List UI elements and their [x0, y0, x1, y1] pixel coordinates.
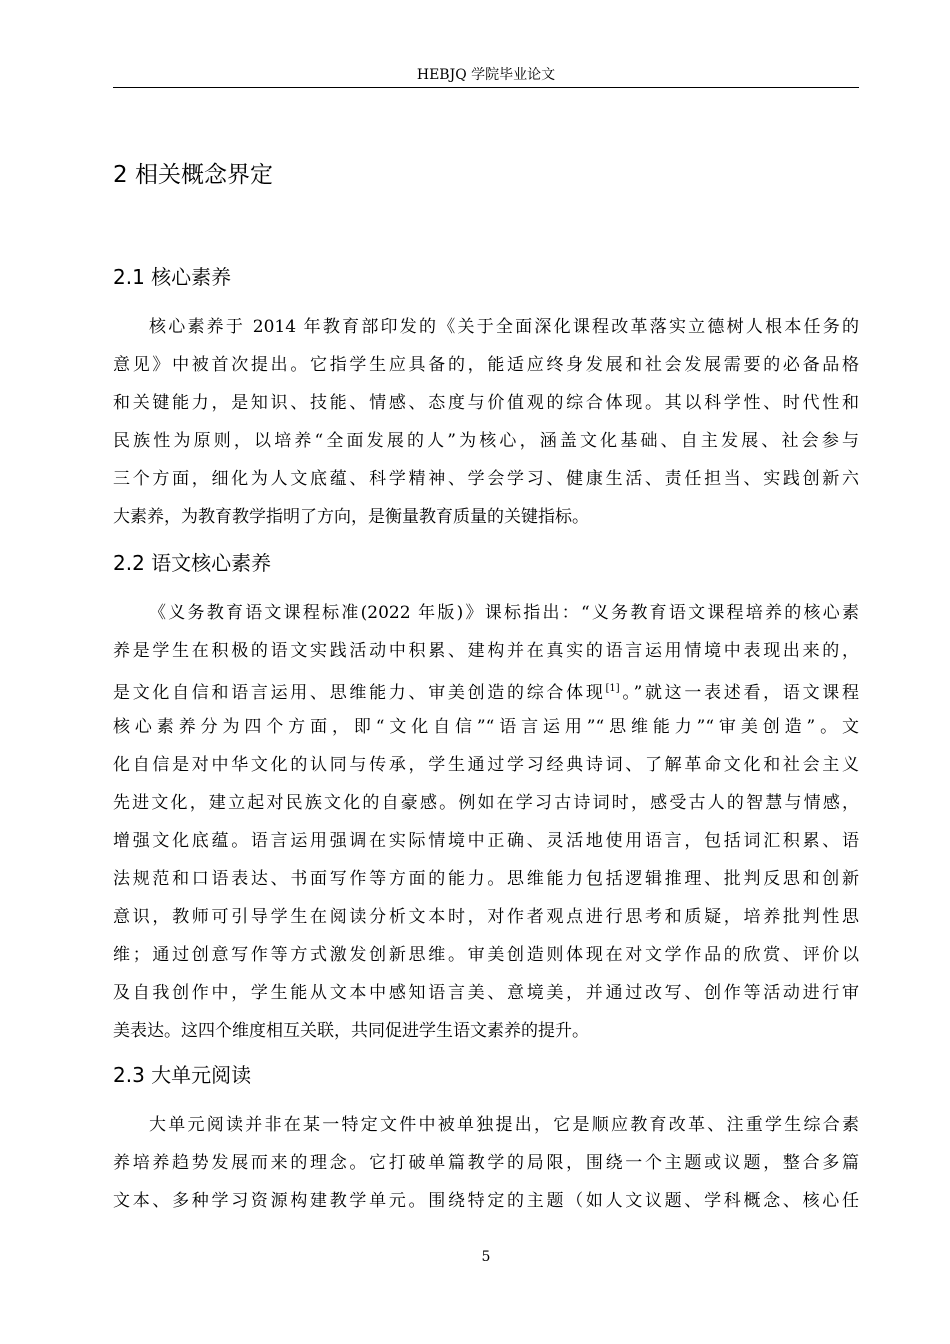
paragraph-line: 大素养，为教育教学指明了方向，是衡量教育质量的关键指标。: [113, 507, 589, 527]
paragraph-line: 先进文化，建立起对民族文化的自豪感。例如在学习古诗词时，感受古人的智慧与情感，: [113, 793, 859, 813]
paragraph-line: 核心素养分为四个方面，即“文化自信”“语言运用”“思维能力”“审美创造”。文: [113, 717, 859, 737]
section-heading-2-1: 2.1 核心素养: [113, 265, 232, 289]
chapter-title: 2 相关概念界定: [113, 162, 273, 188]
paragraph-text: 。”就这一表述看，语文课程: [619, 683, 859, 703]
paragraph-line: 养培养趋势发展而来的理念。它打破单篇教学的局限，围绕一个主题或议题，整合多篇: [113, 1153, 859, 1173]
paragraph-line: 核心素养于 2014 年教育部印发的《关于全面深化课程改革落实立德树人根本任务的: [149, 317, 859, 337]
paragraph-line: 文本、多种学习资源构建教学单元。围绕特定的主题（如人文议题、学科概念、核心任: [113, 1191, 859, 1211]
paragraph-line: 三个方面，细化为人文底蕴、科学精神、学会学习、健康生活、责任担当、实践创新六: [113, 469, 859, 489]
section-heading-2-2: 2.2 语文核心素养: [113, 551, 272, 575]
paragraph-line: 增强文化底蕴。语言运用强调在实际情境中正确、灵活地使用语言，包括词汇积累、语: [113, 831, 859, 851]
paragraph-line: 民族性为原则，以培养“全面发展的人”为核心，涵盖文化基础、自主发展、社会参与: [113, 431, 859, 451]
paragraph-line: 法规范和口语表达、书面写作等方面的能力。思维能力包括逻辑推理、批判反思和创新: [113, 869, 859, 889]
paragraph-line: 养是学生在积极的语文实践活动中积累、建构并在真实的语言运用情境中表现出来的，: [113, 641, 859, 661]
section-heading-2-3: 2.3 大单元阅读: [113, 1063, 252, 1087]
paragraph-line: 意见》中被首次提出。它指学生应具备的，能适应终身发展和社会发展需要的必备品格: [113, 355, 859, 375]
header-rule: [113, 87, 859, 88]
paragraph-line: 意识，教师可引导学生在阅读分析文本时，对作者观点进行思考和质疑，培养批判性思: [113, 907, 859, 927]
paragraph-line: 大单元阅读并非在某一特定文件中被单独提出，它是顺应教育改革、注重学生综合素: [149, 1115, 859, 1135]
paragraph-line: 美表达。这四个维度相互关联，共同促进学生语文素养的提升。: [113, 1021, 589, 1041]
running-header: HEBJQ 学院毕业论文: [416, 67, 556, 83]
paragraph-line: 《义务教育语文课程标准(2022 年版)》课标指出：“义务教育语文课程培养的核心素: [149, 603, 859, 623]
page-number: 5: [481, 1249, 491, 1265]
paragraph-line: 和关键能力，是知识、技能、情感、态度与价值观的综合体现。其以科学性、时代性和: [113, 393, 859, 413]
paragraph-line: 化自信是对中华文化的认同与传承，学生通过学习经典诗词、了解革命文化和社会主义: [113, 755, 859, 775]
paragraph-line: 维；通过创意写作等方式激发创新思维。审美创造则体现在对文学作品的欣赏、评价以: [113, 945, 859, 965]
paragraph-line-with-citation: [113, 677, 859, 705]
paragraph-text: 是文化自信和语言运用、思维能力、审美创造的综合体现: [113, 683, 606, 703]
paragraph-line: 及自我创作中，学生能从文本中感知语言美、意境美，并通过改写、创作等活动进行审: [113, 983, 859, 1003]
citation-marker: [1]: [605, 683, 620, 694]
